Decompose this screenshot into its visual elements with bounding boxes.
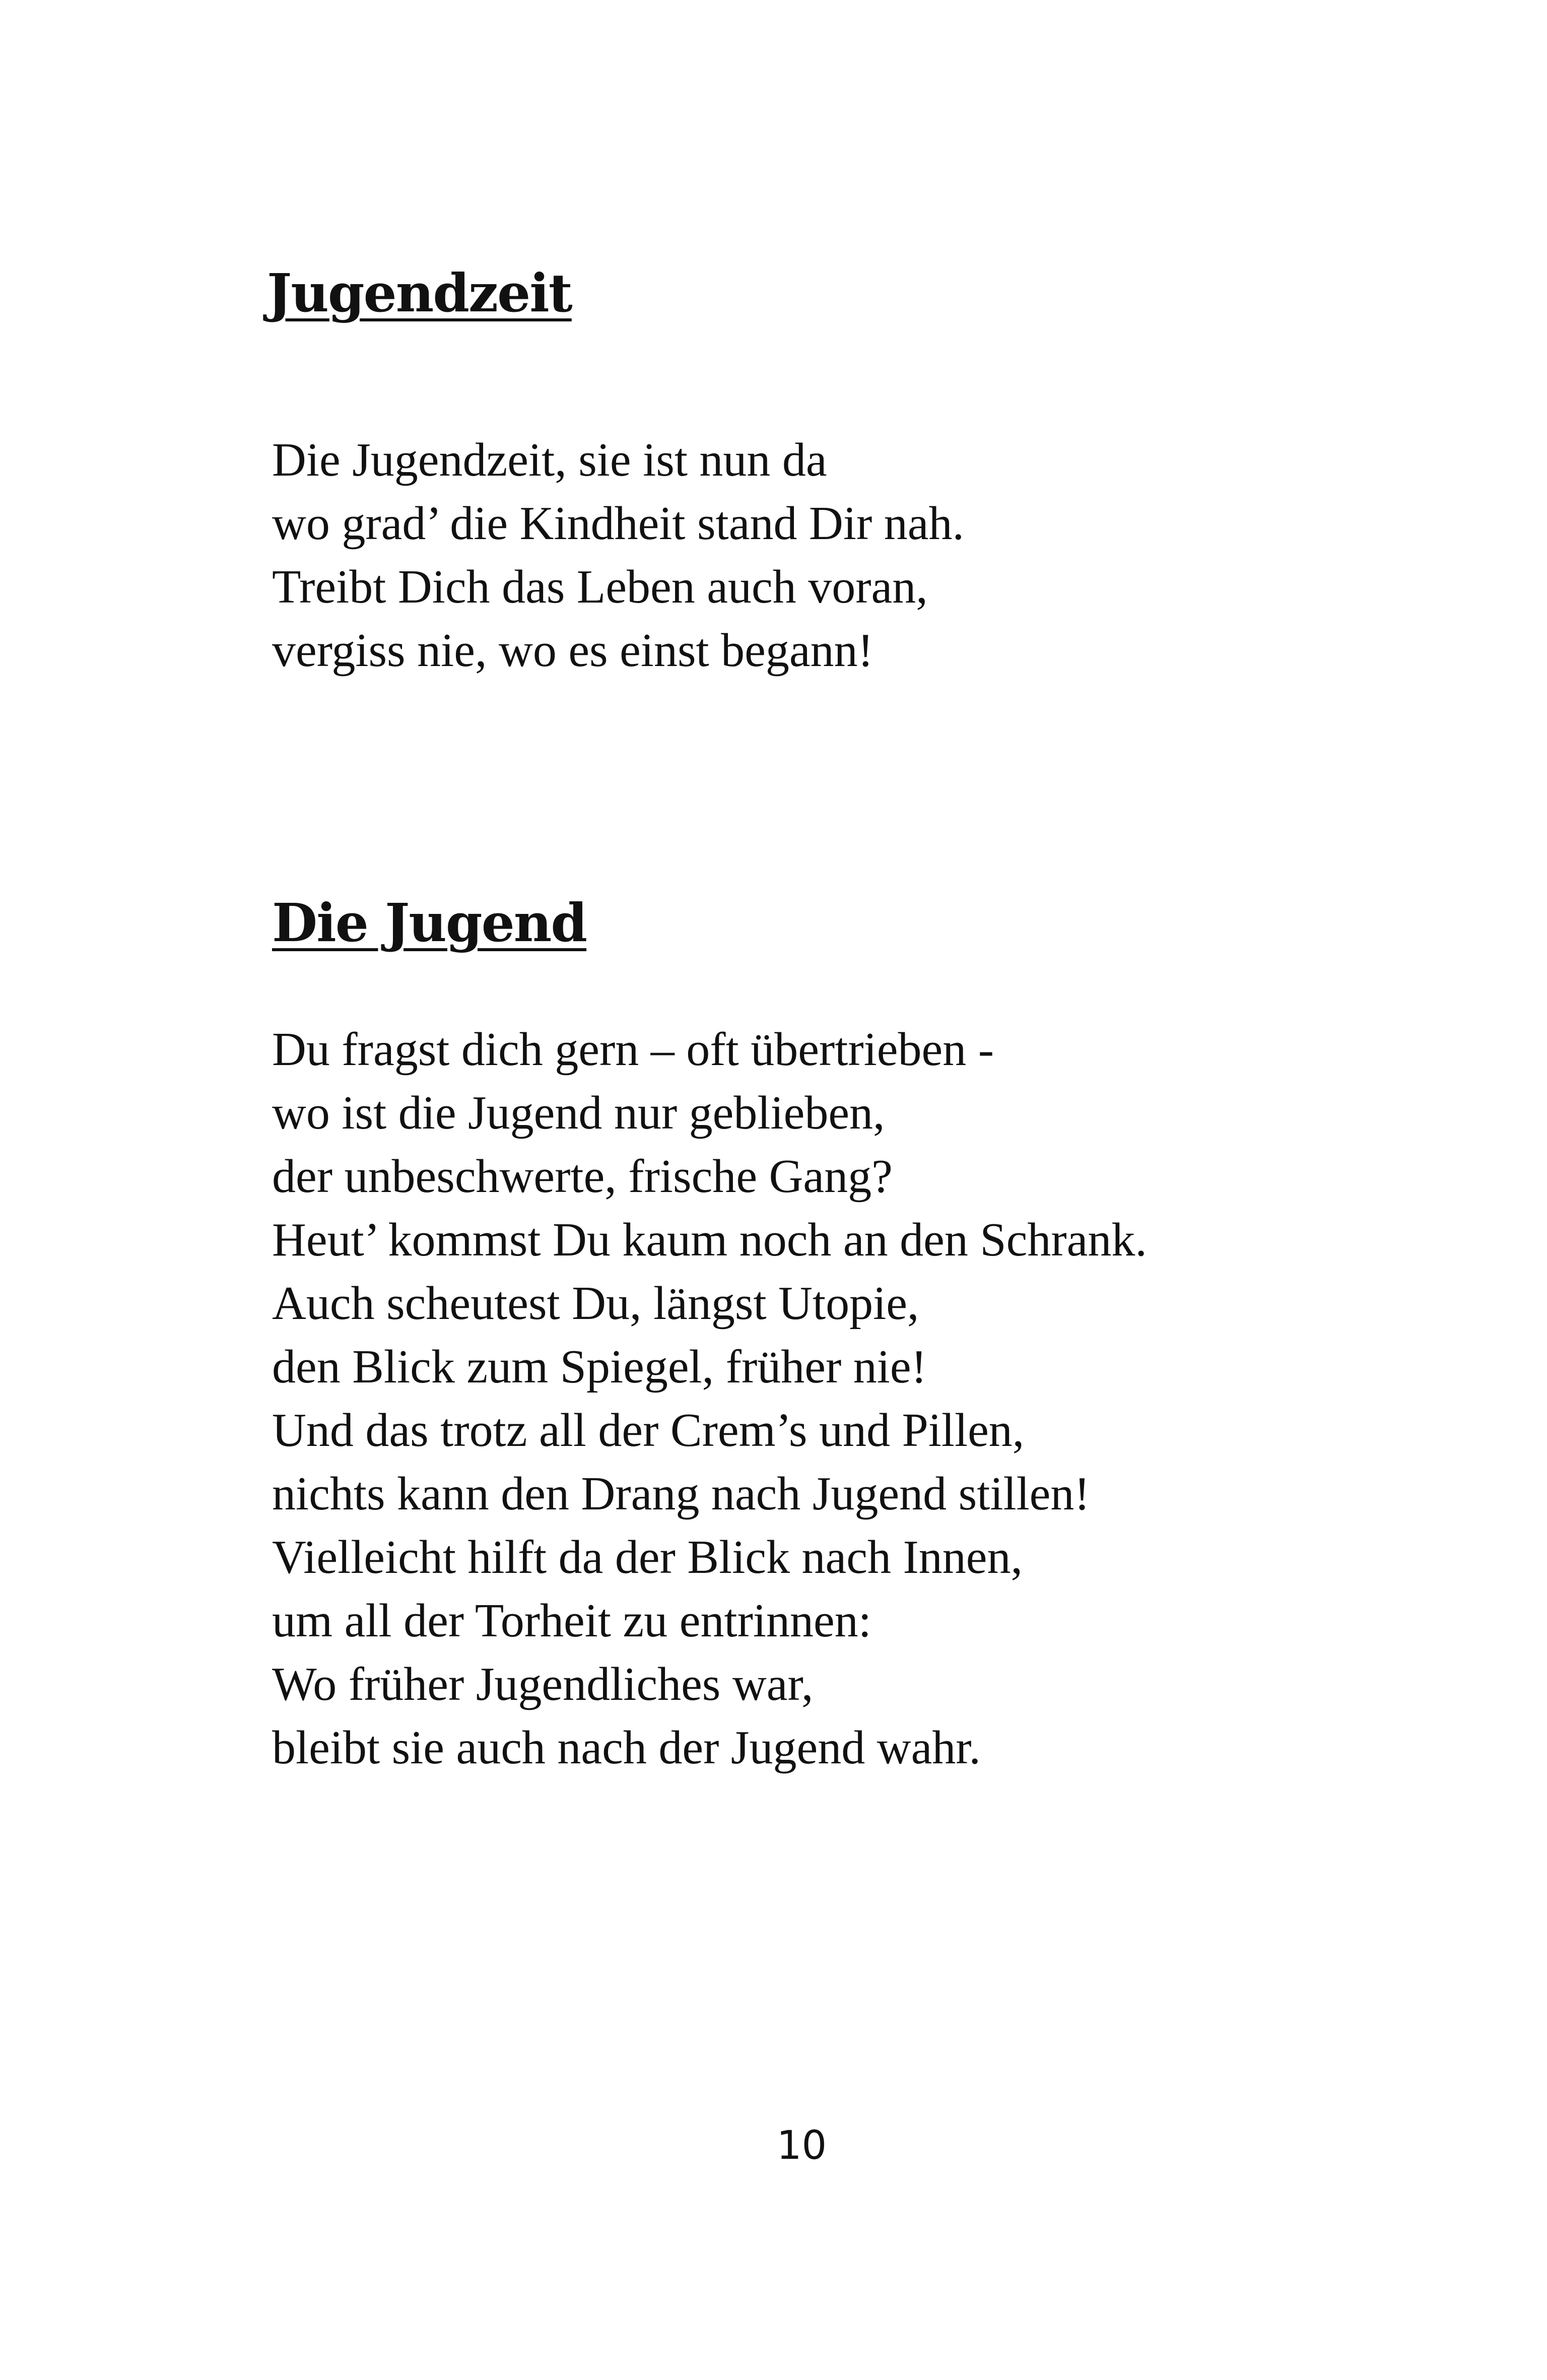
page-number: 10 — [776, 2123, 827, 2168]
poem-line: Treibt Dich das Leben auch voran, — [272, 561, 928, 613]
poem-line: wo grad’ die Kindheit stand Dir nah. — [272, 497, 964, 550]
poem-line: bleibt sie auch nach der Jugend wahr. — [272, 1722, 981, 1774]
poem-line: Du fragst dich gern – oft übertrieben - — [272, 1023, 994, 1076]
poem-line: nichts kann den Drang nach Jugend stillen! — [272, 1468, 1090, 1520]
poem-line: um all der Torheit zu entrinnen: — [272, 1595, 871, 1647]
poem-title-jugendzeit: Jugendzeit — [267, 262, 572, 324]
poem-line: Auch scheutest Du, längst Utopie, — [272, 1277, 919, 1330]
poem-line: vergiss nie, wo es einst begann! — [272, 624, 873, 677]
poem-line: Die Jugendzeit, sie ist nun da — [272, 434, 827, 486]
poem-line: Wo früher Jugendliches war, — [272, 1658, 814, 1710]
poem-title-die-jugend: Die Jugend — [272, 892, 587, 954]
poem-line: der unbeschwerte, frische Gang? — [272, 1150, 893, 1203]
poem-body-die-jugend — [272, 1018, 1147, 1779]
poem-line: Heut’ kommst Du kaum noch an den Schrank. — [272, 1214, 1147, 1266]
poem-body-jugendzeit — [272, 428, 964, 682]
poem-line: den Blick zum Spiegel, früher nie! — [272, 1341, 927, 1393]
poem-line: Und das trotz all der Crem’s und Pillen, — [272, 1404, 1025, 1457]
poem-line: wo ist die Jugend nur geblieben, — [272, 1087, 885, 1139]
poem-line: Vielleicht hilft da der Blick nach Innen, — [272, 1531, 1023, 1583]
